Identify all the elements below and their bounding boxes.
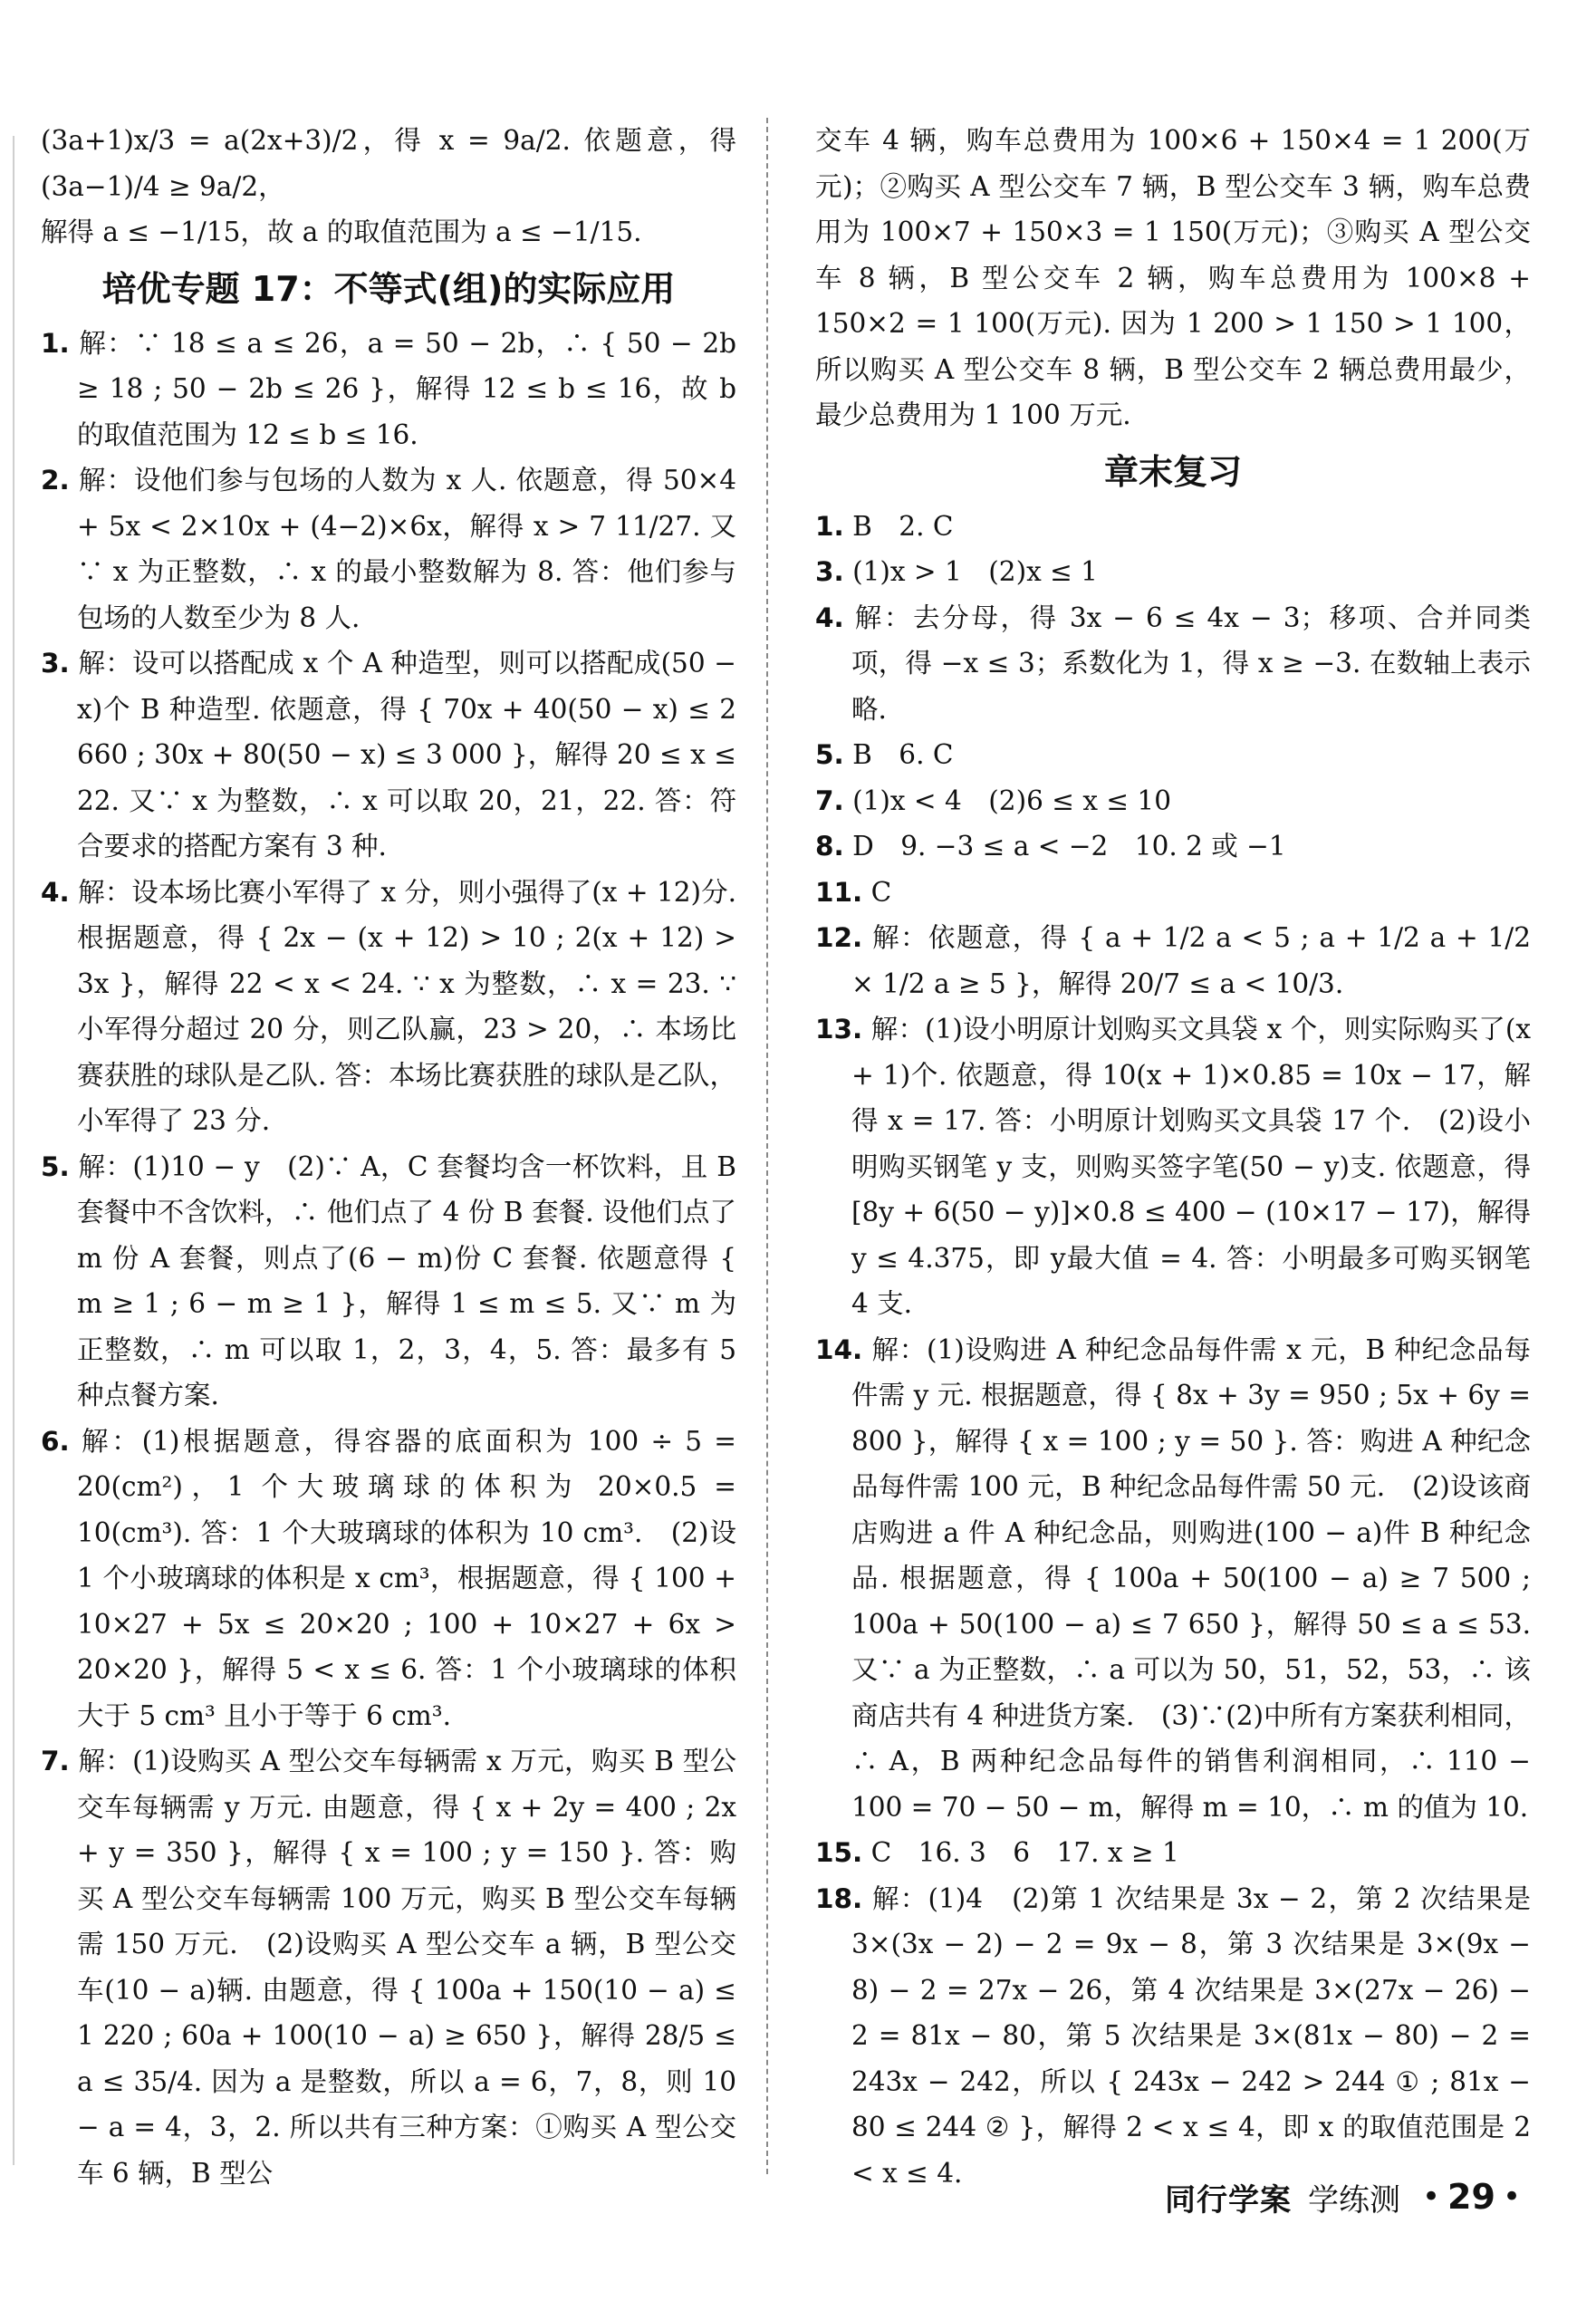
left-answer-list xyxy=(41,321,736,2197)
answer-text: D 9. −3 ≤ a < −2 10. 2 或 −1 xyxy=(852,831,1286,862)
answer-text: (1)x > 1 (2)x ≤ 1 xyxy=(852,556,1098,587)
answer-number: 2. xyxy=(41,465,70,496)
answer-number: 8. xyxy=(815,831,844,862)
answer-number: 14. xyxy=(815,1333,863,1365)
answer-text: 解：∵ 18 ≤ a ≤ 26，a = 50 − 2b，∴ { 50 − 2b ≥ 18 ; 50 − 2b ≤ 26 }，解得 12 ≤ b ≤ 16，故 b 的取值范围为 12 ≤ b ≤ 16. xyxy=(77,327,736,450)
answer-text: C 16. 3 6 17. x ≥ 1 xyxy=(870,1837,1179,1868)
answer-item xyxy=(41,457,736,640)
answer-number: 6. xyxy=(41,1425,70,1457)
answer-text: 解：设本场比赛小军得了 x 分，则小强得了(x + 12)分. 根据题意，得 { 2x − (x + 12) > 10 ; 2(x + 12) > 3x }，解得 22 < x < 24. ∵ x 为整数，∴ x = 23. ∵ 小军得分超过 20 分，则乙队赢，23 > 20，∴ 本场比赛获胜的球队是乙队. 答：本场比赛获胜的球队是乙队，小军得了 23 分. xyxy=(77,876,736,1136)
answer-text: 解：(1)根据题意，得容器的底面积为 100 ÷ 5 = 20(cm²)，1 个大玻璃球的体积为 20×0.5 = 10(cm³). 答：1 个大玻璃球的体积为 10 cm³. (2)设 1 个小玻璃球的体积是 x cm³，根据题意，得 { 100 + 10×27 + 5x ≤ 20×20 ; 100 + 10×27 + 6x > 20×20 }，解得 5 < x ≤ 6. 答：1 个小玻璃球的体积大于 5 cm³ 且小于等于 6 cm³. xyxy=(77,1425,736,1731)
right-column xyxy=(815,118,1531,2196)
answer-item xyxy=(41,321,736,458)
answer-item xyxy=(815,1830,1531,1876)
answer-number: 13. xyxy=(815,1014,863,1044)
answer-number: 5. xyxy=(41,1150,70,1182)
answer-item xyxy=(41,870,736,1144)
answer-item xyxy=(41,640,736,870)
answer-item xyxy=(815,1876,1531,2197)
bullet-right: • xyxy=(1502,2179,1521,2215)
answer-number: 12. xyxy=(815,922,863,953)
answer-item xyxy=(815,915,1531,1006)
answer-item xyxy=(41,1144,736,1419)
answer-item xyxy=(815,504,1531,550)
answer-item xyxy=(41,1419,736,1739)
answer-item xyxy=(815,549,1531,595)
answer-text: 解：(1)4 (2)第 1 次结果是 3x − 2，第 2 次结果是 3×(3x − 2) − 2 = 9x − 8，第 3 次结果是 3×(9x − 8) − 2 = 27x − 26，第 4 次结果是 3×(27x − 26) − 2 = 81x − 80，第 5 次结果是 3×(81x − 80) − 2 = 243x − 242，所以 { 243x − 242 > 244 ① ; 81x − 80 ≤ 244 ② }，解得 2 < x ≤ 4，即 x 的取值范围是 2 < x ≤ 4. xyxy=(851,1882,1531,2189)
bullet-left: • xyxy=(1421,2179,1441,2215)
answer-number: 18. xyxy=(815,1882,863,1914)
answer-number: 7. xyxy=(815,785,844,816)
answer-number: 1. xyxy=(815,510,844,542)
answer-text: 解：(1)设购进 A 种纪念品每件需 x 元，B 种纪念品每件需 y 元. 根据题意，得 { 8x + 3y = 950 ; 5x + 6y = 800 }，解得 { x = 100 ; y = 50 }. 答：购进 A 种纪念品每件需 100 元，B 种纪念品每件需 50 元. (2)设该商店购进 a 件 A 种纪念品，则购进(100 − a)件 B 种纪念品. 根据题意，得 { 100a + 50(100 − a) ≥ 7 500 ; 100a + 50(100 − a) ≤ 7 650 }，解得 50 ≤ a ≤ 53. 又∵ a 为正整数，∴ a 可以为 50，51，52，53，∴ 该商店共有 4 种进货方案. (3)∵(2)中所有方案获利相同，∴ A，B 两种纪念品每件的销售利润相同，∴ 110 − 100 = 70 − 50 − m，解得 m = 10，∴ m 的值为 10. xyxy=(851,1333,1531,1823)
answer-text: 解：(1)10 − y (2)∵ A，C 套餐均含一杯饮料，且 B 套餐中不含饮料，∴ 他们点了 4 份 B 套餐. 设他们点了 m 份 A 套餐，则点了(6 − m)份 C 套餐. 依题意得 { m ≥ 1 ; 6 − m ≥ 1 }，解得 1 ≤ m ≤ 5. 又∵ m 为正整数，∴ m 可以取 1，2，3，4，5. 答：最多有 5 种点餐方案. xyxy=(77,1150,736,1410)
answer-item xyxy=(815,1006,1531,1327)
brand-name: 同行学案 xyxy=(1164,2181,1292,2219)
left-column xyxy=(41,118,736,2196)
answer-item xyxy=(41,1738,736,2196)
section-title-left: 培优专题 17：不等式(组)的实际应用 xyxy=(101,268,676,309)
answer-item xyxy=(815,870,1531,916)
page-footer xyxy=(1165,2170,1528,2224)
answer-text: (1)x < 4 (2)6 ≤ x ≤ 10 xyxy=(852,785,1171,816)
right-answer-list xyxy=(815,504,1531,2197)
intro-line-1: (3a+1)x/3 = a(2x+3)/2，得 x = 9a/2. 依题意，得 (3a−1)/4 ≥ 9a/2， xyxy=(41,125,736,202)
answer-number: 15. xyxy=(815,1837,863,1868)
answer-number: 11. xyxy=(815,876,863,908)
answer-number: 3. xyxy=(815,556,844,587)
answer-text: 解：依题意，得 { a + 1/2 a < 5 ; a + 1/2 a + 1/2 × 1/2 a ≥ 5 }，解得 20/7 ≤ a < 10/3. xyxy=(851,922,1531,999)
answer-text: 解：设他们参与包场的人数为 x 人. 依题意，得 50×4 + 5x < 2×10x + (4−2)×6x，解得 x > 7 11/27. 又∵ x 为正整数，∴ x 的最小整数解为 8. 答：他们参与包场的人数至少为 8 人. xyxy=(77,465,736,633)
section-title-right: 章末复习 xyxy=(1103,451,1242,492)
answer-text: B 6. C xyxy=(852,739,954,770)
answer-item xyxy=(815,778,1531,824)
page-number: 29 xyxy=(1447,2177,1495,2217)
answer-text: C xyxy=(870,876,892,908)
answer-number: 5. xyxy=(815,739,844,770)
page-edge-line xyxy=(13,136,14,2165)
intro-line-2: 解得 a ≤ −1/15，故 a 的取值范围为 a ≤ −1/15. xyxy=(41,217,642,247)
continued-answer: 交车 4 辆，购车总费用为 100×6 + 150×4 = 1 200(万元)；②购买 A 型公交车 7 辆，B 型公交车 3 辆，购车总费用为 100×7 + 150×3 = 1 150(万元)；③购买 A 型公交车 8 辆，B 型公交车 2 辆，购车总费用为 100×8 + 150×2 = 1 100(万元). 因为 1 200 > 1 150 > 1 100，所以购买 A 型公交车 8 辆，B 型公交车 2 辆总费用最少，最少总费用为 1 100 万元. xyxy=(815,125,1531,430)
answer-item xyxy=(815,595,1531,733)
answer-text: 解：(1)设购买 A 型公交车每辆需 x 万元，购买 B 型公交车每辆需 y 万元. 由题意，得 { x + 2y = 400 ; 2x + y = 350 }，解得 { x = 100 ; y = 150 }. 答：购买 A 型公交车每辆需 100 万元，购买 B 型公交车每辆需 150 万元. (2)设购买 A 型公交车 a 辆，B 型公交车(10 − a)辆. 由题意，得 { 100a + 150(10 − a) ≤ 1 220 ; 60a + 100(10 − a) ≥ 650 }，解得 28/5 ≤ a ≤ 35/4. 因为 a 是整数，所以 a = 6，7，8，则 10 − a = 4，3，2. 所以共有三种方案：①购买 A 型公交车 6 辆，B 型公 xyxy=(77,1746,736,2189)
answer-number: 4. xyxy=(41,876,70,908)
answer-text: 解：去分母，得 3x − 6 ≤ 4x − 3；移项、合并同类项，得 −x ≤ 3；系数化为 1，得 x ≥ −3. 在数轴上表示略. xyxy=(851,602,1531,725)
answer-text: 解：设可以搭配成 x 个 A 种造型，则可以搭配成(50 − x)个 B 种造型. 依题意，得 { 70x + 40(50 − x) ≤ 2 660 ; 30x + 80(50 − x) ≤ 3 000 }，解得 20 ≤ x ≤ 22. 又∵ x 为整数，∴ x 可以取 20，21，22. 答：符合要求的搭配方案有 3 种. xyxy=(77,648,736,862)
answer-number: 7. xyxy=(41,1746,70,1776)
brand-subtitle: 学练测 xyxy=(1307,2181,1400,2219)
answer-text: B 2. C xyxy=(852,510,954,542)
answer-number: 1. xyxy=(41,327,70,359)
answer-item xyxy=(815,732,1531,778)
answer-item xyxy=(815,1327,1531,1831)
answer-number: 3. xyxy=(41,648,70,679)
column-divider xyxy=(766,118,768,2174)
answer-text: 解：(1)设小明原计划购买文具袋 x 个，则实际购买了(x + 1)个. 依题意，得 10(x + 1)×0.85 = 10x − 17，解得 x = 17. 答：小明原计划购买文具袋 17 个. (2)设小明购买钢笔 y 支，则购买签字笔(50 − y)支. 依题意，得[8y + 6(50 − y)]×0.8 ≤ 400 − (10×17 − 17)，解得 y ≤ 4.375，即 y最大值 = 4. 答：小明最多可购买钢笔 4 支. xyxy=(851,1014,1531,1319)
answer-item xyxy=(815,823,1531,870)
answer-number: 4. xyxy=(815,602,844,633)
